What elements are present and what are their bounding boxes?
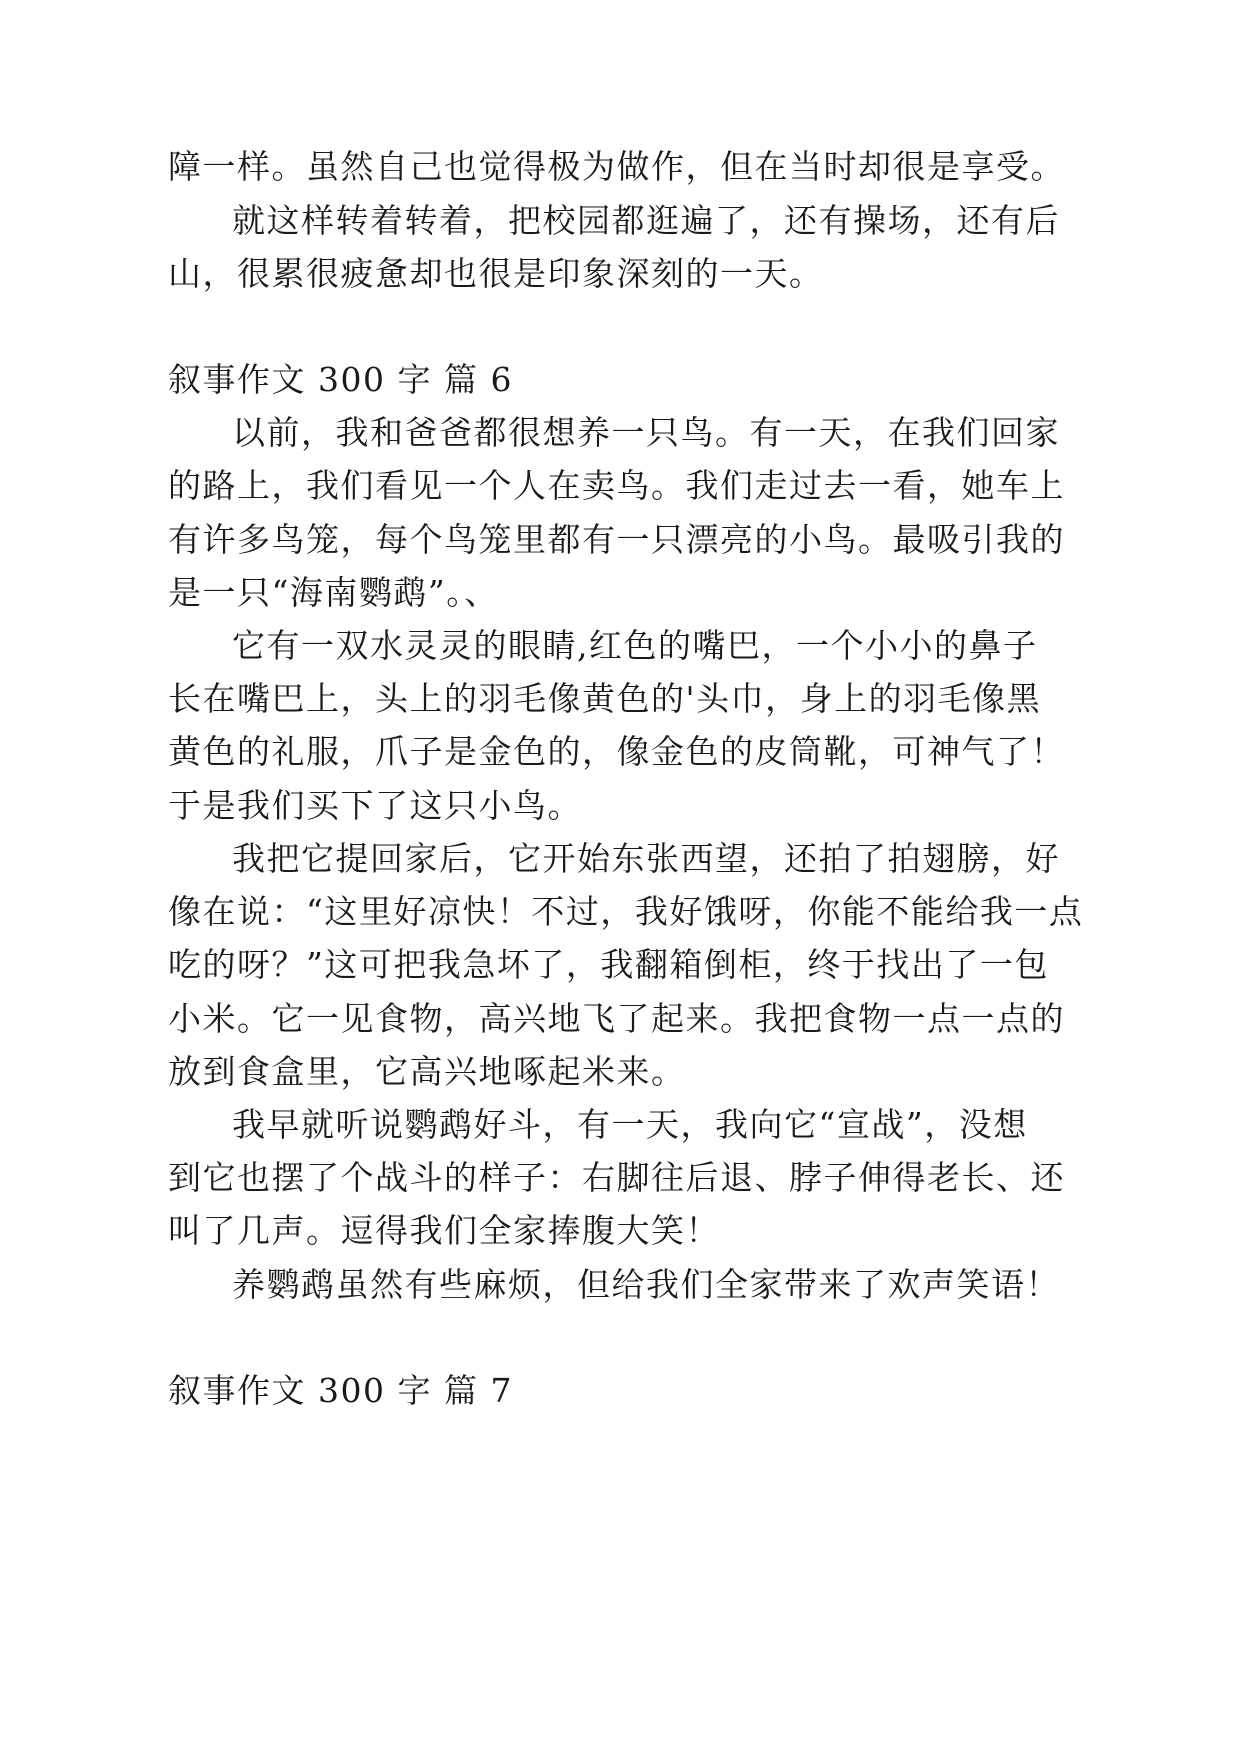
text-line: 放到食盒里，它高兴地啄起米来。 (168, 1052, 686, 1091)
text-line: 山，很累很疲惫却也很是印象深刻的一天。 (168, 254, 824, 293)
text-line: 是一只“海南鹦鹉”。、 (168, 573, 499, 612)
text-line: 障一样。虽然自己也觉得极为做作，但在当时却很是享受。 (168, 147, 1065, 186)
section-heading: 叙事作文 300 字 篇 6 (168, 360, 513, 399)
text-line: 黄色的礼服，爪子是金色的，像金色的皮筒靴，可神气了！ (168, 732, 1065, 771)
text-line: 像在说：“这里好凉快！不过，我好饿呀，你能不能给我一点 (168, 892, 1084, 931)
text-line: 的路上，我们看见一个人在卖鸟。我们走过去一看，她车上 (168, 466, 1065, 505)
text-line: 叫了几声。逗得我们全家捧腹大笑！ (168, 1211, 720, 1250)
text-line: 小米。它一见食物，高兴地飞了起来。我把食物一点一点的 (168, 999, 1065, 1038)
text-line: 于是我们买下了这只小鸟。 (168, 786, 582, 825)
text-line: 以前，我和爸爸都很想养一只鸟。有一天，在我们回家 (232, 413, 1060, 452)
text-line: 吃的呀？”这可把我急坏了，我翻箱倒柜，终于找出了一包 (168, 945, 1049, 984)
text-line: 就这样转着转着，把校园都逛遍了，还有操场，还有后 (232, 201, 1060, 240)
text-line: 有许多鸟笼，每个鸟笼里都有一只漂亮的小鸟。最吸引我的 (168, 520, 1065, 559)
text-line: 长在嘴巴上，头上的羽毛像黄色的'头巾，身上的羽毛像黑 (168, 679, 1042, 718)
section-heading: 叙事作文 300 字 篇 7 (168, 1371, 513, 1410)
text-line: 养鹦鹉虽然有些麻烦，但给我们全家带来了欢声笑语！ (232, 1265, 1060, 1304)
text-line: 我早就听说鹦鹉好斗，有一天，我向它“宣战”，没想 (232, 1105, 1028, 1144)
text-line: 我把它提回家后，它开始东张西望，还拍了拍翅膀，好 (232, 839, 1060, 878)
text-line: 到它也摆了个战斗的样子：右脚往后退、脖子伸得老长、还 (168, 1158, 1065, 1197)
text-line: 它有一双水灵灵的眼睛,红色的嘴巴，一个小小的鼻子 (232, 626, 1038, 665)
